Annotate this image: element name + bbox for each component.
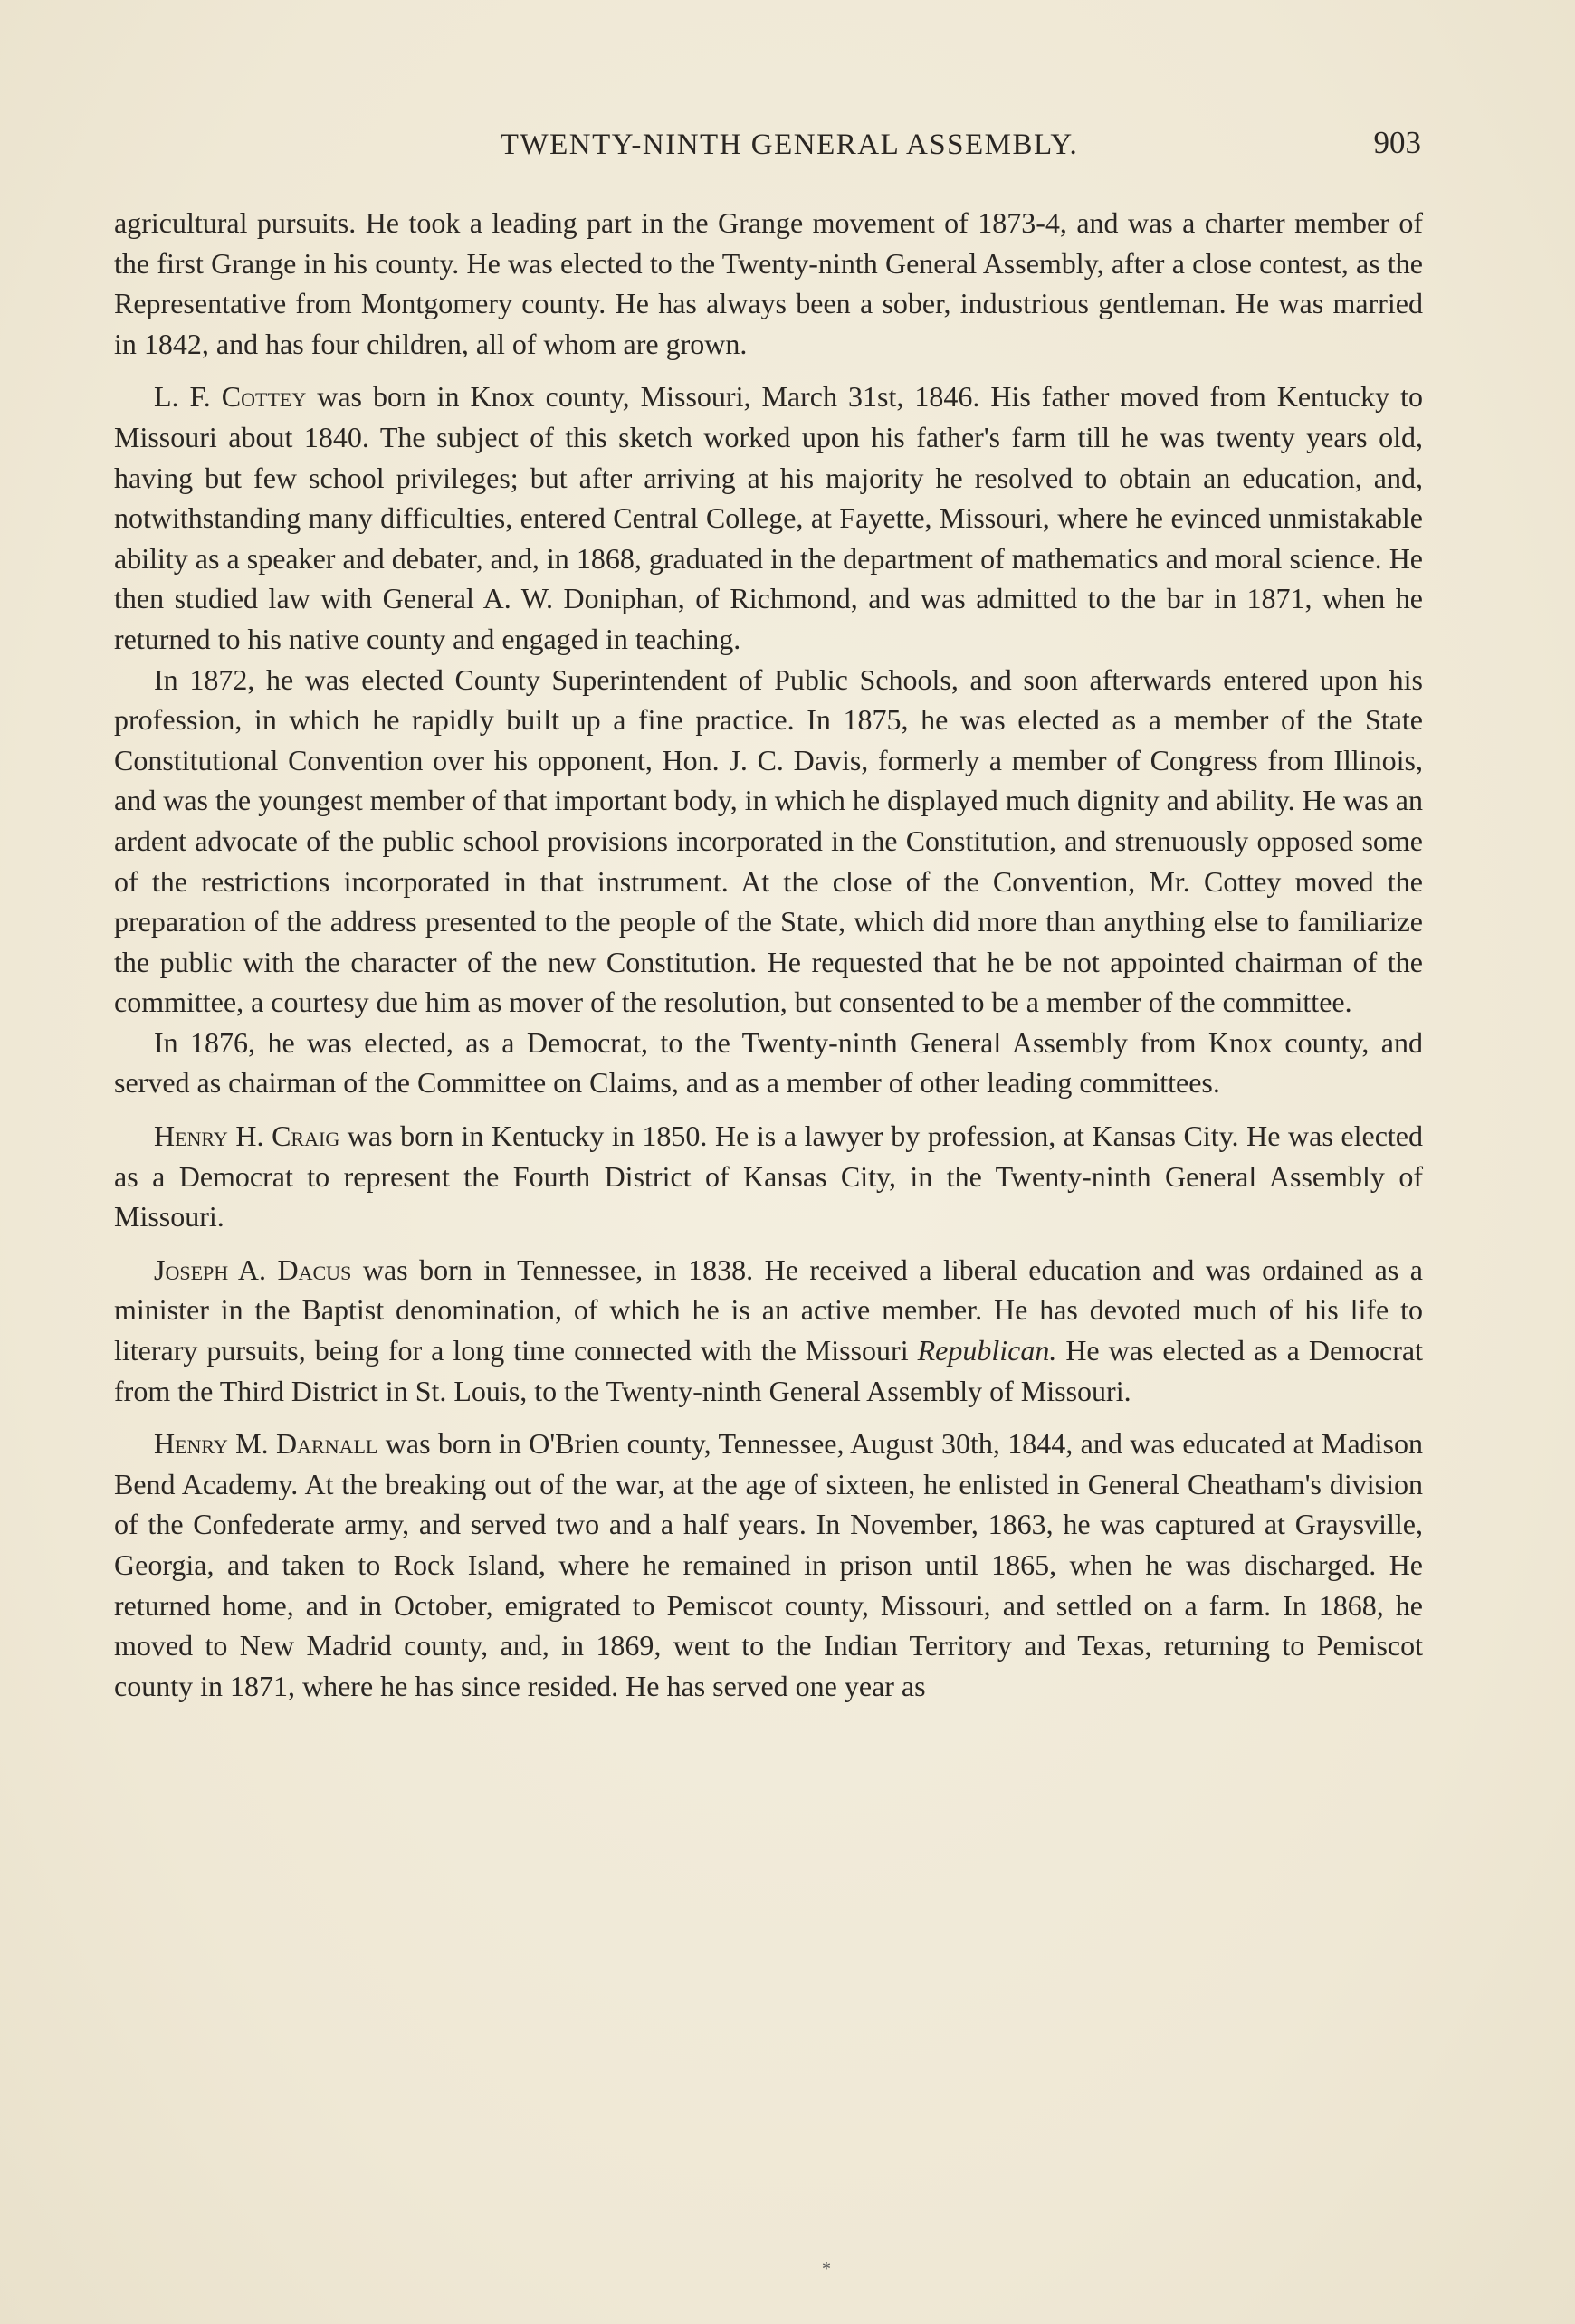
- signature-mark: *: [822, 2259, 831, 2279]
- paragraph-text: was born in O'Brien county, Tennessee, August 30th, 1844, and was educated at Madison Bend Academy. At the breaking out of the war, at the age of sixteen, he enlisted in General Cheatham's division of the Confederate army, and served two and a half years. In November, 1863, he was captured at Graysville, Georgia, and taken to Rock Island, where he remained in prison until 1865, when he was discharged. He returned home, and in October, emigrated to Pemiscot county, Missouri, and settled on a farm. In 1868, he moved to New Madrid county, and, in 1869, went to the Indian Territory and Texas, returning to Pemiscot county in 1871, where he has since resided. He has served one year as: [114, 1427, 1424, 1702]
- paragraph-cottey-bio: [114, 376, 1423, 659]
- subject-name-craig: Henry H. Craig: [154, 1119, 340, 1153]
- paragraph-continuation: agricultural pursuits. He took a leading part in the Grange movement of 1873-4, and was a charter member of the first Grange in his county. He was elected to the Twenty-ninth General Assembly, after a close contest, as the Representative from Montgomery county. He has always been a sober, industrious gentleman. He was married in 1842, and has four children, all of whom are grown.: [114, 206, 1423, 360]
- paragraph-text: He was elected as a Democrat from the Third District in St. Louis, to the Twenty-ninth General Assembly of Missouri.: [114, 1334, 1424, 1407]
- paragraph-text: was born in Tennessee, in 1838. He received a liberal education and was ordained as a minister in the Baptist denomination, of which he is an active member. He has devoted much of his life to literary pursuits, being for a long time connected with the Missouri: [114, 1252, 1423, 1367]
- page-number: 903: [1373, 125, 1421, 160]
- paragraph-text: was born in Knox county, Missouri, March 31st, 1846. His father moved from Kentucky to Missouri about 1840. The subject of this sketch worked upon his father's farm till he was twenty years old, having but few school privileges; but after arriving at his majority he resolved to obtain an education, and, notwithstanding many difficulties, entered Central College, at Fayette, Missouri, where he evinced unmistakable ability as a speaker and debater, and, in 1868, graduated in the department of mathematics and moral science. He then studied law with General A. W. Doniphan, of Richmond, and was admitted to the bar in 1871, when he returned to his native county and engaged in teaching.: [114, 380, 1424, 655]
- subject-name-dacus: Joseph A. Dacus: [154, 1252, 352, 1286]
- paragraph-cottey-career: In 1872, he was elected County Superintendent of Public Schools, and soon afterwards entered upon his profession, in which he rapidly built up a fine practice. In 1875, he was elected as a member of the State Constitutional Convention over his opponent, Hon. J. C. Davis, formerly a member of Congress from Illinois, and was the youngest member of that important body, in which he displayed much dignity and ability. He was an ardent advocate of the public school provisions incorporated in the Constitution, and strenuously opposed some of the restrictions incorporated in that instrument. At the close of the Convention, Mr. Cottey moved the preparation of the address presented to the people of the State, which did more than anything else to familiarize the public with the character of the new Constitution. He requested that he be not appointed chairman of the committee, a courtesy due him as mover of the resolution, but consented to be a member of the committee.: [114, 662, 1423, 1019]
- page-header: [112, 125, 1421, 174]
- newspaper-title: Republican.: [917, 1334, 1057, 1367]
- body-text: [114, 203, 1423, 1706]
- paragraph-text: was born in Kentucky in 1850. He is a lawyer by profession, at Kansas City. He was elected as a Democrat to represent the Fourth District of Kansas City, in the Twenty-ninth General Assembly of Missouri.: [114, 1119, 1423, 1233]
- running-title: TWENTY-NINTH GENERAL ASSEMBLY.: [500, 129, 1079, 161]
- paragraph-craig-bio: [114, 1116, 1423, 1237]
- subject-name-cottey: L. F. Cottey: [154, 380, 307, 414]
- paragraph-dacus-bio: [114, 1250, 1423, 1411]
- paragraph-cottey-assembly: In 1876, he was elected, as a Democrat, to the Twenty-ninth General Assembly from Knox county, and served as chairman of the Committee on Claims, and as a member of other leading committees.: [114, 1025, 1423, 1100]
- paragraph-darnall-bio: [114, 1424, 1423, 1706]
- subject-name-darnall: Henry M. Darnall: [154, 1427, 378, 1461]
